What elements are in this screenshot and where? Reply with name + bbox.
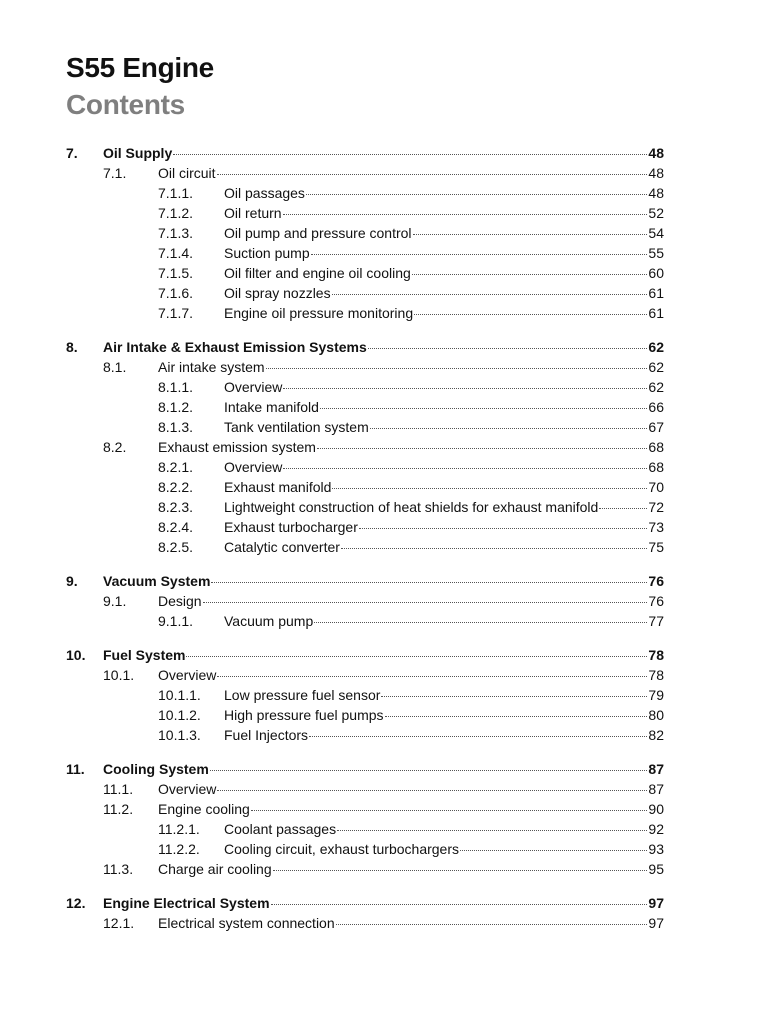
toc-entry-number: 8.2.5.: [158, 539, 194, 555]
toc-entry-title: Electrical system connection: [158, 915, 335, 931]
toc-entry-page: 61: [648, 285, 664, 301]
toc-entry-number: 10.1.2.: [158, 707, 201, 723]
toc-entry-title: Oil circuit: [158, 165, 216, 181]
toc-entry-12-1[interactable]: [0, 913, 769, 933]
toc-entry-title: Overview: [158, 667, 217, 683]
dot-leader: [217, 676, 647, 677]
toc-entry-row: [224, 283, 664, 303]
toc-entry-page: 93: [648, 841, 664, 857]
toc-entry-row: [103, 143, 664, 163]
toc-entry-row: [224, 183, 664, 203]
dot-leader: [273, 870, 648, 871]
toc-entry-11-3[interactable]: [0, 859, 769, 879]
toc-entry-number: 10.1.1.: [158, 687, 201, 703]
toc-entry-page: 52: [648, 205, 664, 221]
toc-entry-11-1[interactable]: [0, 779, 769, 799]
toc-chapter-group: [0, 143, 769, 323]
toc-entry-number: 10.1.3.: [158, 727, 201, 743]
toc-entry-number: 7.1.1.: [158, 185, 194, 201]
toc-entry-title: Overview: [224, 459, 283, 475]
toc-entry-7-1[interactable]: [0, 163, 769, 183]
toc-entry-number: 7.1.3.: [158, 225, 194, 241]
toc-entry-title: Design: [158, 593, 202, 609]
document-title: S55 Engine: [66, 52, 214, 83]
toc-entry-row: [158, 913, 664, 933]
toc-entry-title: Oil filter and engine oil cooling: [224, 265, 411, 281]
toc-entry-7-1-6[interactable]: [0, 283, 769, 303]
dot-leader: [599, 508, 647, 509]
toc-entry-7-1-3[interactable]: [0, 223, 769, 243]
toc-entry-title: Cooling circuit, exhaust turbochargers: [224, 841, 460, 857]
dot-leader: [460, 850, 647, 851]
toc-entry-title: Catalytic converter: [224, 539, 340, 555]
toc-entry-title: Fuel Injectors: [224, 727, 309, 743]
toc-entry-page: 62: [648, 359, 664, 375]
dot-leader: [381, 696, 647, 697]
dot-leader: [173, 154, 647, 155]
toc-entry-11-2-2[interactable]: [0, 839, 769, 859]
toc-entry-number: 8.2.2.: [158, 479, 194, 495]
toc-entry-number: 10.1.: [103, 667, 135, 683]
toc-entry-title: Exhaust manifold: [224, 479, 332, 495]
toc-entry-8-2[interactable]: [0, 437, 769, 457]
dot-leader: [337, 830, 647, 831]
dot-leader: [341, 548, 647, 549]
toc-entry-title: Oil Supply: [103, 145, 173, 161]
toc-entry-title: Low pressure fuel sensor: [224, 687, 381, 703]
dot-leader: [186, 656, 647, 657]
dot-leader: [413, 234, 648, 235]
toc-entry-10[interactable]: [0, 645, 769, 665]
dot-leader: [309, 736, 647, 737]
toc-chapter-group: [0, 645, 769, 745]
toc-entry-title: Oil return: [224, 205, 282, 221]
toc-entry-row: [224, 263, 664, 283]
toc-entry-title: Cooling System: [103, 761, 209, 777]
toc-entry-page: 61: [648, 305, 664, 321]
toc-entry-10-1-2[interactable]: [0, 705, 769, 725]
toc-entry-title: Fuel System: [103, 647, 186, 663]
toc-entry-number: 8.1.3.: [158, 419, 194, 435]
toc-entry-7-1-2[interactable]: [0, 203, 769, 223]
toc-entry-number: 8.2.3.: [158, 499, 194, 515]
dot-leader: [283, 388, 647, 389]
toc-entry-page: 48: [648, 165, 664, 181]
dot-leader: [370, 428, 648, 429]
toc-entry-title: Oil pump and pressure control: [224, 225, 412, 241]
dot-leader: [271, 904, 648, 905]
toc-entry-number: 9.1.1.: [158, 613, 194, 629]
toc-entry-page: 77: [648, 613, 664, 629]
toc-entry-11-2-1[interactable]: [0, 819, 769, 839]
toc-entry-11[interactable]: [0, 759, 769, 779]
toc-entry-title: Exhaust turbocharger: [224, 519, 358, 535]
toc-entry-page: 62: [648, 339, 664, 355]
toc-entry-row: [224, 377, 664, 397]
toc-entry-title: Vacuum pump: [224, 613, 314, 629]
toc-entry-page: 67: [648, 419, 664, 435]
toc-entry-row: [224, 457, 664, 477]
dot-leader: [359, 528, 648, 529]
toc-entry-8-2-1[interactable]: [0, 457, 769, 477]
toc-entry-row: [158, 859, 664, 879]
dot-leader: [385, 716, 648, 717]
dot-leader: [217, 174, 648, 175]
toc-entry-row: [158, 163, 664, 183]
toc-entry-10-1-3[interactable]: [0, 725, 769, 745]
toc-entry-10-1[interactable]: [0, 665, 769, 685]
toc-entry-page: 70: [648, 479, 664, 495]
toc-entry-page: 90: [648, 801, 664, 817]
toc-entry-row: [103, 337, 664, 357]
toc-entry-row: [224, 685, 664, 705]
toc-entry-title: Charge air cooling: [158, 861, 272, 877]
toc-entry-row: [224, 243, 664, 263]
toc-entry-number: 8.2.1.: [158, 459, 194, 475]
toc-entry-7-1-1[interactable]: [0, 183, 769, 203]
toc-entry-number: 7.1.4.: [158, 245, 194, 261]
toc-entry-title: Oil passages: [224, 185, 305, 201]
dot-leader: [251, 810, 648, 811]
toc-entry-page: 87: [648, 761, 664, 777]
toc-entry-title: Vacuum System: [103, 573, 211, 589]
toc-entry-row: [224, 725, 664, 745]
toc-chapter-group: [0, 337, 769, 557]
dot-leader: [368, 348, 648, 349]
toc-entry-11-2[interactable]: [0, 799, 769, 819]
toc-entry-number: 10.: [66, 647, 86, 663]
toc-entry-9-1[interactable]: [0, 591, 769, 611]
toc-entry-page: 75: [648, 539, 664, 555]
toc-entry-row: [224, 397, 664, 417]
dot-leader: [266, 368, 648, 369]
toc-entry-number: 8.1.1.: [158, 379, 194, 395]
dot-leader: [283, 214, 648, 215]
toc-entry-8-1-1[interactable]: [0, 377, 769, 397]
toc-entry-number: 7.1.2.: [158, 205, 194, 221]
toc-entry-page: 48: [648, 185, 664, 201]
toc-entry-page: 55: [648, 245, 664, 261]
table-of-contents: [0, 143, 769, 947]
toc-entry-row: [103, 645, 664, 665]
toc-entry-number: 11.2.2.: [158, 841, 200, 857]
dot-leader: [320, 408, 647, 409]
dot-leader: [306, 194, 647, 195]
toc-entry-8-2-2[interactable]: [0, 477, 769, 497]
toc-entry-page: 78: [648, 667, 664, 683]
dot-leader: [314, 622, 647, 623]
toc-entry-row: [224, 497, 664, 517]
toc-entry-page: 62: [648, 379, 664, 395]
toc-entry-number: 11.2.: [103, 801, 134, 817]
toc-entry-title: Suction pump: [224, 245, 310, 261]
toc-entry-title: Air intake system: [158, 359, 265, 375]
toc-entry-8-1-3[interactable]: [0, 417, 769, 437]
toc-entry-row: [158, 437, 664, 457]
toc-entry-row: [158, 591, 664, 611]
toc-entry-page: 68: [648, 439, 664, 455]
toc-entry-page: 92: [648, 821, 664, 837]
toc-entry-row: [224, 203, 664, 223]
toc-entry-number: 7.1.: [103, 165, 127, 181]
toc-entry-number: 8.2.: [103, 439, 127, 455]
toc-entry-row: [224, 839, 664, 859]
toc-entry-number: 11.3.: [103, 861, 134, 877]
toc-entry-title: High pressure fuel pumps: [224, 707, 384, 723]
toc-entry-9[interactable]: [0, 571, 769, 591]
toc-entry-number: 7.: [66, 145, 78, 161]
toc-entry-number: 7.1.7.: [158, 305, 194, 321]
toc-entry-page: 80: [648, 707, 664, 723]
toc-entry-page: 72: [648, 499, 664, 515]
toc-entry-8-2-5[interactable]: [0, 537, 769, 557]
toc-entry-page: 97: [648, 895, 664, 911]
toc-entry-page: 66: [648, 399, 664, 415]
toc-entry-7-1-4[interactable]: [0, 243, 769, 263]
toc-entry-7[interactable]: [0, 143, 769, 163]
toc-entry-title: Lightweight construction of heat shields for exhaust manifold: [224, 499, 599, 515]
dot-leader: [317, 448, 647, 449]
toc-entry-row: [224, 477, 664, 497]
toc-entry-number: 11.2.1.: [158, 821, 200, 837]
dot-leader: [211, 582, 647, 583]
toc-entry-row: [224, 537, 664, 557]
toc-entry-7-1-7[interactable]: [0, 303, 769, 323]
toc-entry-title: Coolant passages: [224, 821, 337, 837]
toc-entry-row: [224, 517, 664, 537]
toc-entry-number: 8.: [66, 339, 78, 355]
document-subtitle: Contents: [66, 89, 185, 120]
toc-entry-number: 7.1.5.: [158, 265, 194, 281]
toc-entry-7-1-5[interactable]: [0, 263, 769, 283]
toc-entry-8-2-4[interactable]: [0, 517, 769, 537]
toc-entry-row: [103, 759, 664, 779]
toc-entry-10-1-1[interactable]: [0, 685, 769, 705]
toc-entry-page: 79: [648, 687, 664, 703]
toc-chapter-group: [0, 893, 769, 933]
dot-leader: [332, 294, 648, 295]
toc-entry-page: 76: [648, 573, 664, 589]
toc-chapter-group: [0, 759, 769, 879]
toc-entry-page: 97: [648, 915, 664, 931]
toc-entry-row: [224, 705, 664, 725]
dot-leader: [412, 274, 648, 275]
dot-leader: [336, 924, 648, 925]
toc-entry-row: [158, 779, 664, 799]
toc-entry-8-1[interactable]: [0, 357, 769, 377]
dot-leader: [283, 468, 647, 469]
toc-entry-12[interactable]: [0, 893, 769, 913]
toc-entry-number: 11.: [66, 761, 85, 777]
toc-entry-number: 9.1.: [103, 593, 127, 609]
toc-entry-title: Oil spray nozzles: [224, 285, 331, 301]
toc-entry-row: [103, 571, 664, 591]
toc-chapter-group: [0, 571, 769, 631]
toc-entry-title: Tank ventilation system: [224, 419, 369, 435]
toc-entry-title: Air Intake & Exhaust Emission Systems: [103, 339, 367, 355]
toc-entry-row: [224, 611, 664, 631]
toc-entry-page: 73: [648, 519, 664, 535]
toc-entry-8-2-3[interactable]: [0, 497, 769, 517]
toc-entry-row: [224, 223, 664, 243]
toc-entry-title: Intake manifold: [224, 399, 319, 415]
toc-entry-page: 48: [648, 145, 664, 161]
toc-entry-row: [224, 303, 664, 323]
toc-entry-8[interactable]: [0, 337, 769, 357]
toc-entry-row: [103, 893, 664, 913]
toc-entry-page: 87: [648, 781, 664, 797]
toc-entry-title: Overview: [224, 379, 283, 395]
toc-entry-number: 12.1.: [103, 915, 135, 931]
toc-entry-8-1-2[interactable]: [0, 397, 769, 417]
toc-entry-9-1-1[interactable]: [0, 611, 769, 631]
toc-entry-title: Engine oil pressure monitoring: [224, 305, 414, 321]
toc-entry-number: 7.1.6.: [158, 285, 194, 301]
toc-entry-row: [158, 357, 664, 377]
toc-entry-page: 54: [648, 225, 664, 241]
toc-entry-number: 9.: [66, 573, 78, 589]
dot-leader: [203, 602, 648, 603]
toc-entry-page: 82: [648, 727, 664, 743]
toc-entry-page: 60: [648, 265, 664, 281]
toc-entry-title: Engine cooling: [158, 801, 250, 817]
toc-entry-number: 8.1.2.: [158, 399, 194, 415]
dot-leader: [217, 790, 647, 791]
toc-entry-page: 68: [648, 459, 664, 475]
dot-leader: [210, 770, 648, 771]
toc-entry-row: [224, 819, 664, 839]
dot-leader: [414, 314, 647, 315]
toc-entry-title: Engine Electrical System: [103, 895, 270, 911]
toc-entry-number: 8.1.: [103, 359, 127, 375]
toc-entry-number: 11.1.: [103, 781, 134, 797]
toc-entry-page: 76: [648, 593, 664, 609]
toc-entry-page: 78: [648, 647, 664, 663]
toc-entry-row: [158, 799, 664, 819]
dot-leader: [311, 254, 648, 255]
toc-entry-row: [224, 417, 664, 437]
dot-leader: [332, 488, 647, 489]
toc-entry-page: 95: [648, 861, 664, 877]
toc-entry-number: 12.: [66, 895, 86, 911]
toc-entry-title: Overview: [158, 781, 217, 797]
toc-entry-number: 8.2.4.: [158, 519, 194, 535]
toc-entry-row: [158, 665, 664, 685]
toc-entry-title: Exhaust emission system: [158, 439, 316, 455]
